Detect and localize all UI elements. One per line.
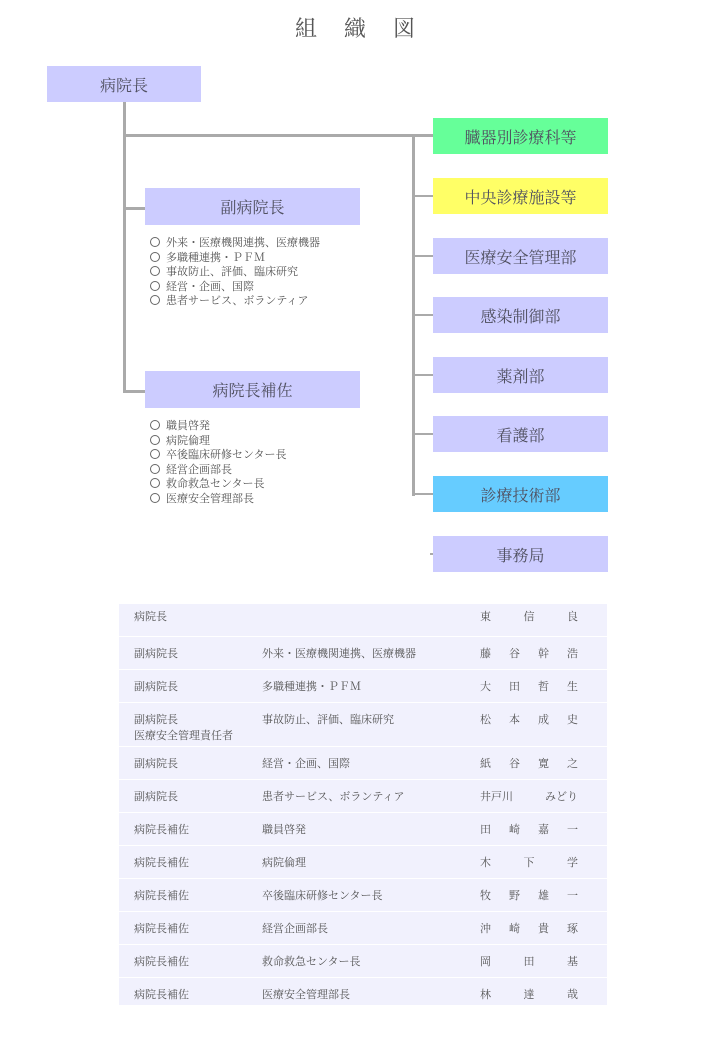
connector-dept-stub (414, 255, 433, 257)
connector-dept-stub (414, 195, 433, 197)
name-part: 哉 (567, 988, 578, 1001)
name-part: 紙 (480, 757, 491, 770)
table-row (119, 604, 607, 637)
table-row (119, 670, 607, 703)
table-row (119, 945, 607, 978)
dept-box: 看護部 (433, 416, 608, 452)
duty-item: 医療安全管理部長 (150, 492, 287, 507)
circle-bullet-icon (150, 295, 160, 305)
name-part: 幹 (538, 647, 549, 660)
duty-cell: 患者サービス、ボランティア (262, 790, 405, 803)
name-part: 沖 (480, 922, 491, 935)
name-cell (480, 986, 578, 1002)
dept-box: 診療技術部 (433, 476, 608, 512)
table-row (119, 780, 607, 813)
name-part: 雄 (538, 889, 549, 902)
connector-head-horizontal (123, 134, 433, 137)
connector-dept-stub (414, 493, 433, 495)
circle-bullet-icon (150, 478, 160, 488)
dept-box: 臓器別診療科等 (433, 118, 608, 154)
circle-bullet-icon (150, 281, 160, 291)
page-title: 組 織 図 (295, 17, 425, 42)
connector-dept-stub (414, 374, 433, 376)
dept-box: 感染制御部 (433, 297, 608, 333)
duty-cell: 卒後臨床研修センター長 (262, 889, 383, 902)
name-cell (480, 887, 578, 903)
position-sub-cell: 医療安全管理責任者 (134, 729, 233, 742)
name-part: 信 (523, 610, 535, 623)
name-part: 史 (567, 713, 578, 726)
name-part: 東 (480, 610, 491, 623)
name-cell (480, 608, 578, 624)
table-row (119, 703, 607, 747)
name-part: 大 (480, 680, 491, 693)
name-part: 木 (480, 856, 491, 869)
position-cell: 副病院長 (134, 757, 178, 770)
name-part: 貴 (538, 922, 549, 935)
table-row (119, 912, 607, 945)
duty-cell: 救命救急センター長 (262, 955, 361, 968)
circle-bullet-icon (150, 493, 160, 503)
name-part: 琢 (567, 922, 578, 935)
org-box-deputy: 副病院長 (145, 188, 360, 225)
duty-item: 外来・医療機関連携、医療機器 (150, 236, 320, 251)
name-part: 本 (509, 713, 520, 726)
circle-bullet-icon (150, 266, 160, 276)
circle-bullet-icon (150, 435, 160, 445)
duty-cell: 職員啓発 (262, 823, 306, 836)
position-cell: 病院長補佐 (134, 955, 189, 968)
name-part: 岡 (480, 955, 491, 968)
duty-cell: 病院倫理 (262, 856, 306, 869)
name-part: 林 (480, 988, 491, 1001)
name-part: 成 (538, 713, 549, 726)
duty-item: 病院倫理 (150, 434, 287, 449)
position-cell: 病院長補佐 (134, 889, 189, 902)
name-part: 学 (567, 856, 578, 869)
name-cell (480, 920, 578, 936)
position-cell: 副病院長 (134, 790, 178, 803)
duty-item: 事故防止、評価、臨床研究 (150, 265, 320, 280)
name-cell (480, 854, 578, 870)
name-cell (480, 821, 578, 837)
table-row (119, 879, 607, 912)
org-box-assistant: 病院長補佐 (145, 371, 360, 408)
position-cell: 病院長補佐 (134, 988, 189, 1001)
name-part: 崎 (509, 823, 520, 836)
officer-table (119, 604, 607, 1006)
connector-dept-stub (414, 433, 433, 435)
name-part: 松 (480, 713, 491, 726)
connector-deputy (123, 207, 146, 210)
name-part: 谷 (509, 647, 520, 660)
name-part: 基 (567, 955, 578, 968)
duty-cell: 多職種連携・ＰＦＭ (262, 680, 361, 693)
circle-bullet-icon (150, 252, 160, 262)
name-part: 田 (480, 823, 491, 836)
connector-dept-stub (414, 314, 433, 316)
name-part: 寛 (538, 757, 549, 770)
org-box-head: 病院長 (47, 66, 201, 102)
name-part: 良 (567, 610, 578, 623)
table-row (119, 978, 607, 1006)
dept-box: 中央診療施設等 (433, 178, 608, 214)
dept-box: 医療安全管理部 (433, 238, 608, 274)
table-row (119, 813, 607, 846)
connector-assistant (123, 390, 146, 393)
position-cell: 副病院長 医療安全管理責任者 (134, 713, 233, 742)
duty-cell: 経営・企画、国際 (262, 757, 350, 770)
position-cell: 病院長補佐 (134, 922, 189, 935)
name-part: 下 (523, 856, 535, 869)
name-part: 牧 (480, 889, 491, 902)
duty-item: 職員啓発 (150, 419, 287, 434)
table-row (119, 637, 607, 670)
connector-head-vertical (123, 102, 126, 392)
duty-cell: 外来・医療機関連携、医療機器 (262, 647, 416, 660)
name-part: 井戸川 (480, 790, 513, 803)
circle-bullet-icon (150, 464, 160, 474)
circle-bullet-icon (150, 449, 160, 459)
duty-item: 患者サービス、ボランティア (150, 294, 320, 309)
name-part: 一 (567, 889, 578, 902)
duty-cell: 医療安全管理部長 (262, 988, 350, 1001)
name-cell (480, 711, 578, 727)
position-cell: 病院長補佐 (134, 823, 189, 836)
name-part: 谷 (509, 757, 520, 770)
table-row (119, 747, 607, 780)
name-part: みどり (545, 790, 578, 803)
name-cell (480, 678, 578, 694)
name-part: 野 (509, 889, 520, 902)
duty-cell: 経営企画部長 (262, 922, 328, 935)
position-cell: 副病院長 (134, 680, 178, 693)
duty-item: 多職種連携・ＰＦＭ (150, 251, 320, 266)
dept-box: 事務局 (433, 536, 608, 572)
name-part: 生 (567, 680, 578, 693)
circle-bullet-icon (150, 237, 160, 247)
name-cell (480, 788, 578, 804)
name-part: 達 (523, 988, 535, 1001)
name-part: 一 (567, 823, 578, 836)
assistant-duty-list (150, 419, 287, 506)
duty-item: 救命救急センター長 (150, 477, 287, 492)
name-part: 嘉 (538, 823, 549, 836)
name-cell (480, 953, 578, 969)
circle-bullet-icon (150, 420, 160, 430)
name-part: 田 (523, 955, 535, 968)
deputy-duty-list (150, 236, 320, 309)
dept-box: 薬剤部 (433, 357, 608, 393)
name-cell (480, 755, 578, 771)
name-part: 崎 (509, 922, 520, 935)
position-cell: 副病院長 (134, 647, 178, 660)
name-part: 哲 (538, 680, 549, 693)
name-cell (480, 645, 578, 661)
position-cell: 病院長補佐 (134, 856, 189, 869)
name-part: 田 (509, 680, 520, 693)
table-row (119, 846, 607, 879)
position-cell: 病院長 (134, 610, 167, 623)
name-part: 藤 (480, 647, 491, 660)
name-part: 浩 (567, 647, 578, 660)
name-part: 之 (567, 757, 578, 770)
duty-item: 卒後臨床研修センター長 (150, 448, 287, 463)
duty-cell: 事故防止、評価、臨床研究 (262, 713, 394, 726)
duty-item: 経営企画部長 (150, 463, 287, 478)
duty-item: 経営・企画、国際 (150, 280, 320, 295)
